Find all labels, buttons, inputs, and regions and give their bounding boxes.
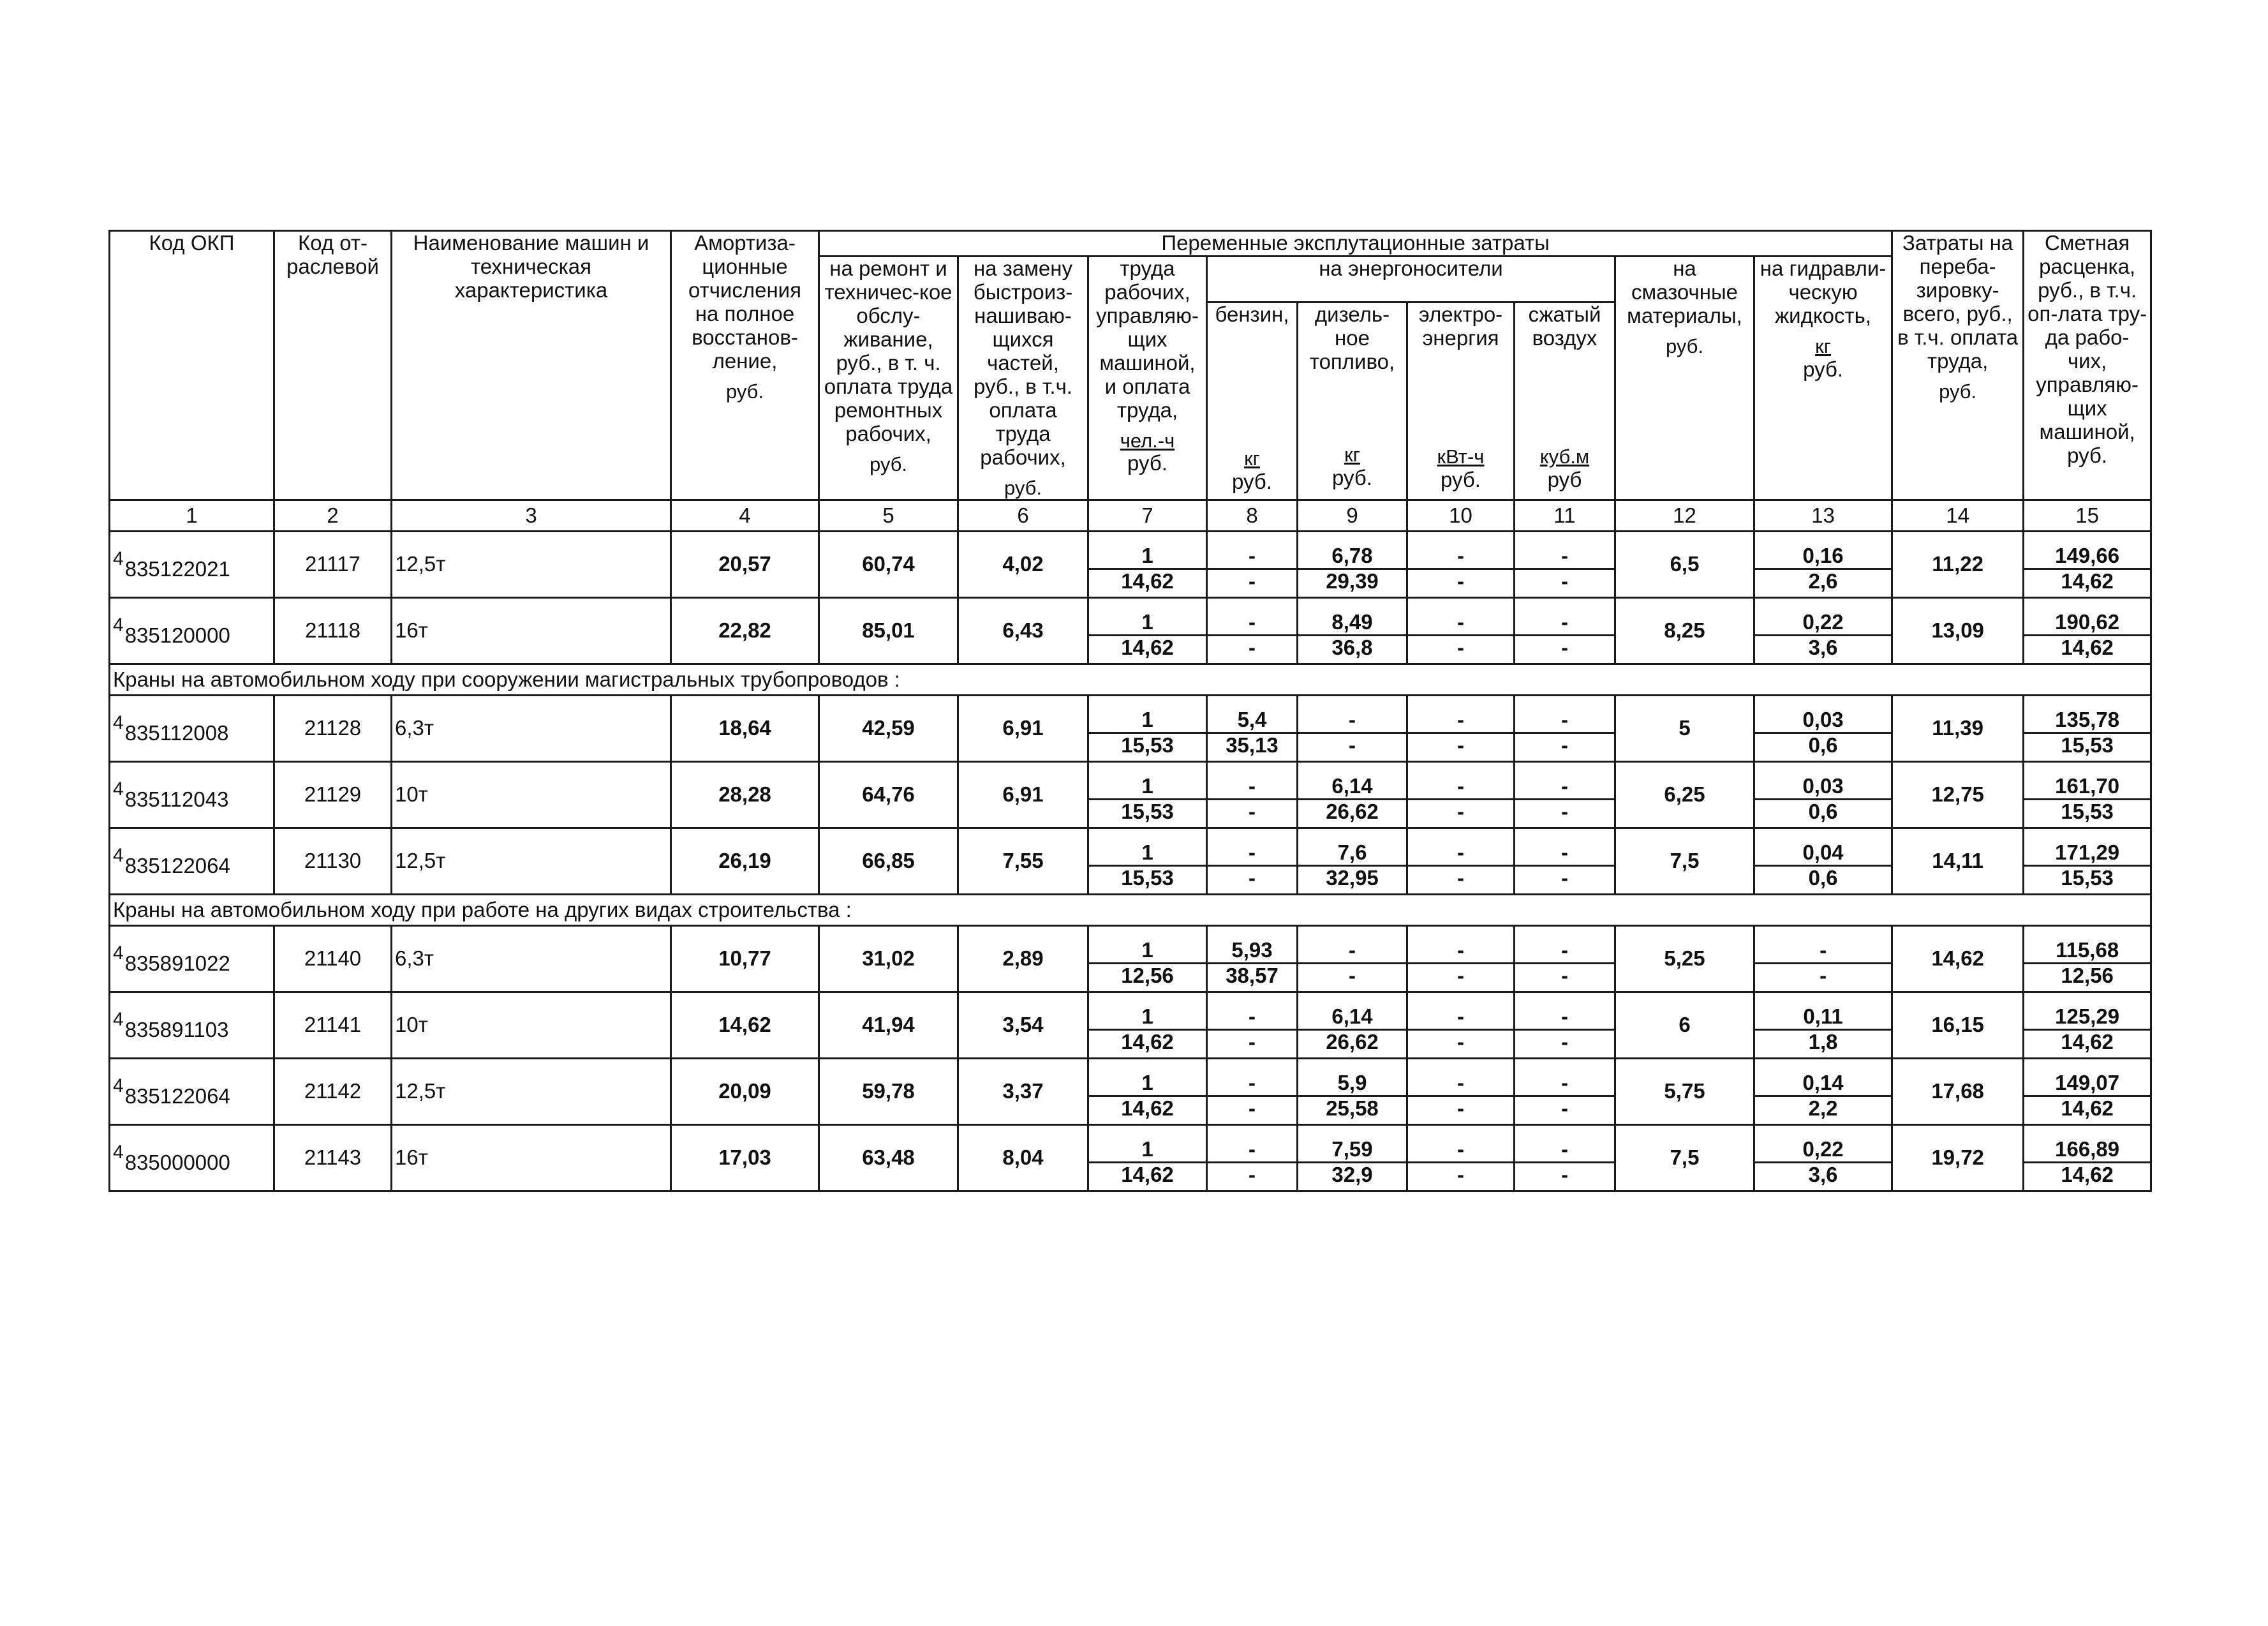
- branch-code: 21129: [274, 762, 392, 828]
- labor-hours: 1: [1088, 926, 1207, 964]
- parts-value: 3,37: [958, 1059, 1088, 1125]
- header-parts-unit: руб.: [1004, 476, 1042, 499]
- hydraulic-rub: 3,6: [1754, 1163, 1892, 1191]
- table-row: [110, 762, 2151, 800]
- estimate-labor-rub: 14,62: [2024, 636, 2151, 664]
- air-volume: -: [1515, 696, 1615, 733]
- diesel-rub: 26,62: [1298, 1030, 1407, 1059]
- parts-value: 2,89: [958, 926, 1088, 992]
- petrol-kg: -: [1207, 992, 1298, 1030]
- okp-code: 835122064: [124, 853, 230, 877]
- header-operator-labor: труда рабочих, управляю-щих машиной, и оплата труда, чел.-ч руб.: [1088, 256, 1207, 500]
- header-lubricants: на смазочные материалы, руб.: [1615, 256, 1754, 500]
- amortization-value: 10,77: [671, 926, 819, 992]
- okp-code-cell: [110, 696, 274, 762]
- handwritten-mark: 4: [113, 1141, 124, 1163]
- estimate-value: 149,66: [2024, 532, 2151, 569]
- section-title: Краны на автомобильном ходу при работе на других видах строительства :: [110, 895, 2151, 926]
- repair-value: 31,02: [819, 926, 958, 992]
- estimate-value: 161,70: [2024, 762, 2151, 800]
- estimate-labor-rub: 14,62: [2024, 1030, 2151, 1059]
- header-hydraulic-unit-kg: кг: [1815, 334, 1831, 357]
- estimate-labor-rub: 14,62: [2024, 1163, 2151, 1191]
- electricity-kwh: -: [1407, 1125, 1515, 1163]
- amortization-value: 14,62: [671, 992, 819, 1059]
- air-rub: -: [1515, 866, 1615, 895]
- table-row: [110, 992, 2151, 1030]
- petrol-kg: -: [1207, 598, 1298, 636]
- estimate-labor-rub: 15,53: [2024, 733, 2151, 762]
- transport-value: 14,62: [1892, 926, 2024, 992]
- parts-value: 8,04: [958, 1125, 1088, 1191]
- petrol-kg: -: [1207, 532, 1298, 569]
- hydraulic-rub: 0,6: [1754, 866, 1892, 895]
- repair-value: 41,94: [819, 992, 958, 1059]
- header-row-1: [110, 231, 2151, 257]
- hydraulic-kg: 0,16: [1754, 532, 1892, 569]
- labor-rub: 14,62: [1088, 636, 1207, 664]
- header-repair-unit: руб.: [869, 452, 908, 475]
- electricity-kwh: -: [1407, 762, 1515, 800]
- machine-capacity: 6,3т: [392, 696, 671, 762]
- machine-capacity: 12,5т: [392, 532, 671, 598]
- transport-value: 13,09: [1892, 598, 2024, 664]
- estimate-value: 115,68: [2024, 926, 2151, 964]
- lubricants-value: 8,25: [1615, 598, 1754, 664]
- lubricants-value: 7,5: [1615, 1125, 1754, 1191]
- air-rub: -: [1515, 733, 1615, 762]
- okp-code: 835000000: [124, 1150, 230, 1174]
- labor-rub: 14,62: [1088, 1030, 1207, 1059]
- column-number: 6: [958, 500, 1088, 532]
- electricity-rub: -: [1407, 1096, 1515, 1125]
- repair-value: 59,78: [819, 1059, 958, 1125]
- transport-value: 11,22: [1892, 532, 2024, 598]
- header-hydraulic-fluid: на гидравли-ческую жидкость, кг руб.: [1754, 256, 1892, 500]
- petrol-kg: 5,4: [1207, 696, 1298, 733]
- header-amortization-unit: руб.: [725, 380, 764, 403]
- amortization-value: 20,57: [671, 532, 819, 598]
- header-hydraulic-unit-rub: руб.: [1803, 357, 1844, 381]
- machine-cost-table: [108, 230, 2152, 1192]
- column-number: 14: [1892, 500, 2024, 532]
- electricity-rub: -: [1407, 733, 1515, 762]
- air-volume: -: [1515, 598, 1615, 636]
- branch-code: 21142: [274, 1059, 392, 1125]
- branch-code: 21141: [274, 992, 392, 1059]
- okp-code-cell: [110, 992, 274, 1059]
- lubricants-value: 6: [1615, 992, 1754, 1059]
- petrol-rub: 35,13: [1207, 733, 1298, 762]
- labor-hours: 1: [1088, 762, 1207, 800]
- handwritten-mark: 4: [113, 942, 124, 964]
- section-row: [110, 895, 2151, 926]
- header-lubricants-unit: руб.: [1665, 334, 1704, 357]
- branch-code: 21118: [274, 598, 392, 664]
- parts-value: 6,91: [958, 696, 1088, 762]
- hydraulic-rub: 0,6: [1754, 800, 1892, 828]
- machine-capacity: 16т: [392, 598, 671, 664]
- diesel-rub: 32,95: [1298, 866, 1407, 895]
- labor-hours: 1: [1088, 598, 1207, 636]
- air-rub: -: [1515, 569, 1615, 598]
- estimate-value: 125,29: [2024, 992, 2151, 1030]
- header-energy: на энергоносители: [1207, 256, 1615, 302]
- parts-value: 6,91: [958, 762, 1088, 828]
- header-labor-unit-hours: чел.-ч: [1120, 429, 1175, 452]
- petrol-kg: 5,93: [1207, 926, 1298, 964]
- header-okp-code: Код ОКП: [110, 231, 274, 500]
- labor-hours: 1: [1088, 532, 1207, 569]
- handwritten-mark: 4: [113, 1008, 124, 1030]
- parts-value: 7,55: [958, 828, 1088, 895]
- table-row: [110, 1125, 2151, 1163]
- labor-rub: 15,53: [1088, 733, 1207, 762]
- okp-code-cell: [110, 828, 274, 895]
- column-number: 9: [1298, 500, 1407, 532]
- estimate-labor-rub: 14,62: [2024, 569, 2151, 598]
- transport-value: 11,39: [1892, 696, 2024, 762]
- electricity-rub: -: [1407, 1163, 1515, 1191]
- transport-value: 12,75: [1892, 762, 2024, 828]
- table-row: [110, 598, 2151, 636]
- header-labor-unit-rub: руб.: [1127, 451, 1167, 475]
- column-number: 1: [110, 500, 274, 532]
- header-diesel: дизель-ное топливо, кг руб.: [1298, 302, 1407, 500]
- branch-code: 21117: [274, 532, 392, 598]
- column-number: 11: [1515, 500, 1615, 532]
- hydraulic-kg: 0,03: [1754, 696, 1892, 733]
- estimate-value: 149,07: [2024, 1059, 2151, 1096]
- hydraulic-kg: 0,14: [1754, 1059, 1892, 1096]
- branch-code: 21143: [274, 1125, 392, 1191]
- handwritten-mark: 4: [113, 778, 124, 800]
- lubricants-value: 5: [1615, 696, 1754, 762]
- header-electricity: электро-энергия кВт-ч руб.: [1407, 302, 1515, 500]
- header-estimate-rate: Сметная расценка, руб., в т.ч. оп-лата тру-да рабо-чих, управляю-щих машиной, руб.: [2024, 231, 2151, 500]
- transport-value: 19,72: [1892, 1125, 2024, 1191]
- estimate-labor-rub: 14,62: [2024, 1096, 2151, 1125]
- parts-value: 4,02: [958, 532, 1088, 598]
- machine-capacity: 12,5т: [392, 1059, 671, 1125]
- handwritten-mark: 4: [113, 1075, 124, 1096]
- diesel-kg: 5,9: [1298, 1059, 1407, 1096]
- estimate-value: 171,29: [2024, 828, 2151, 866]
- okp-code: 835122064: [124, 1084, 230, 1108]
- column-number: 8: [1207, 500, 1298, 532]
- air-volume: -: [1515, 926, 1615, 964]
- column-number: 7: [1088, 500, 1207, 532]
- branch-code: 21128: [274, 696, 392, 762]
- handwritten-mark: 4: [113, 844, 124, 866]
- column-number: 13: [1754, 500, 1892, 532]
- diesel-kg: 6,14: [1298, 992, 1407, 1030]
- petrol-kg: -: [1207, 1125, 1298, 1163]
- okp-code-cell: [110, 762, 274, 828]
- okp-code-cell: [110, 598, 274, 664]
- petrol-rub: 38,57: [1207, 964, 1298, 992]
- header-parts-replacement: на замену быстроиз-нашиваю-щихся частей, руб., в т.ч. оплата труда рабочих, руб.: [958, 256, 1088, 500]
- header-air-unit: куб.м: [1539, 445, 1590, 468]
- parts-value: 3,54: [958, 992, 1088, 1059]
- okp-code: 835122021: [124, 556, 230, 581]
- labor-hours: 1: [1088, 1125, 1207, 1163]
- table-row: [110, 696, 2151, 733]
- header-transport-costs: Затраты на переба-зировку-всего, руб., в т.ч. оплата труда, руб.: [1892, 231, 2024, 500]
- hydraulic-rub: 3,6: [1754, 636, 1892, 664]
- electricity-kwh: -: [1407, 598, 1515, 636]
- repair-value: 64,76: [819, 762, 958, 828]
- transport-value: 17,68: [1892, 1059, 2024, 1125]
- petrol-rub: -: [1207, 1163, 1298, 1191]
- table-row: [110, 828, 2151, 866]
- estimate-labor-rub: 15,53: [2024, 866, 2151, 895]
- lubricants-value: 6,25: [1615, 762, 1754, 828]
- header-repair: на ремонт и техничес-кое обслу-живание, руб., в т. ч. оплата труда ремонтных рабочих, руб.: [819, 256, 958, 500]
- table-row: [110, 926, 2151, 964]
- header-amortization: Амортиза-ционные отчисления на полное восстанов-ление, руб.: [671, 231, 819, 500]
- header-electricity-unit-rub: руб.: [1441, 467, 1481, 491]
- diesel-rub: -: [1298, 733, 1407, 762]
- machine-capacity: 10т: [392, 992, 671, 1059]
- petrol-rub: -: [1207, 569, 1298, 598]
- labor-hours: 1: [1088, 828, 1207, 866]
- petrol-rub: -: [1207, 636, 1298, 664]
- petrol-kg: -: [1207, 1059, 1298, 1096]
- diesel-kg: -: [1298, 696, 1407, 733]
- amortization-value: 20,09: [671, 1059, 819, 1125]
- estimate-value: 190,62: [2024, 598, 2151, 636]
- electricity-kwh: -: [1407, 532, 1515, 569]
- branch-code: 21140: [274, 926, 392, 992]
- header-petrol-unit-kg: кг: [1244, 447, 1260, 470]
- hydraulic-rub: -: [1754, 964, 1892, 992]
- okp-code-cell: [110, 532, 274, 598]
- column-number-row: [110, 500, 2151, 532]
- handwritten-mark: 4: [113, 614, 124, 636]
- header-petrol: бензин, кг руб.: [1207, 302, 1298, 500]
- air-rub: -: [1515, 1030, 1615, 1059]
- hydraulic-rub: 2,6: [1754, 569, 1892, 598]
- diesel-kg: 7,6: [1298, 828, 1407, 866]
- labor-rub: 14,62: [1088, 569, 1207, 598]
- electricity-rub: -: [1407, 866, 1515, 895]
- electricity-kwh: -: [1407, 696, 1515, 733]
- diesel-kg: 8,49: [1298, 598, 1407, 636]
- air-volume: -: [1515, 1059, 1615, 1096]
- parts-value: 6,43: [958, 598, 1088, 664]
- column-number: 12: [1615, 500, 1754, 532]
- hydraulic-rub: 1,8: [1754, 1030, 1892, 1059]
- header-petrol-unit-rub: руб.: [1232, 469, 1272, 493]
- electricity-kwh: -: [1407, 926, 1515, 964]
- petrol-kg: -: [1207, 828, 1298, 866]
- petrol-rub: -: [1207, 866, 1298, 895]
- estimate-value: 166,89: [2024, 1125, 2151, 1163]
- electricity-rub: -: [1407, 800, 1515, 828]
- labor-rub: 12,56: [1088, 964, 1207, 992]
- labor-hours: 1: [1088, 992, 1207, 1030]
- okp-code: 835112008: [124, 720, 229, 745]
- header-variable-costs: Переменные эксплутационные затраты: [819, 231, 1892, 257]
- branch-code: 21130: [274, 828, 392, 895]
- repair-value: 63,48: [819, 1125, 958, 1191]
- diesel-kg: 6,14: [1298, 762, 1407, 800]
- machine-capacity: 10т: [392, 762, 671, 828]
- header-compressed-air: сжатый воздух куб.м руб: [1515, 302, 1615, 500]
- header-air-unit-rub: руб: [1547, 467, 1582, 491]
- labor-rub: 15,53: [1088, 866, 1207, 895]
- header-machine-name: Наименование машин и техническая характеристика: [392, 231, 671, 500]
- handwritten-mark: 4: [113, 712, 124, 733]
- table-row: [110, 532, 2151, 569]
- column-number: 5: [819, 500, 958, 532]
- hydraulic-kg: -: [1754, 926, 1892, 964]
- air-volume: -: [1515, 828, 1615, 866]
- hydraulic-kg: 0,04: [1754, 828, 1892, 866]
- lubricants-value: 5,25: [1615, 926, 1754, 992]
- column-number: 10: [1407, 500, 1515, 532]
- hydraulic-rub: 2,2: [1754, 1096, 1892, 1125]
- lubricants-value: 5,75: [1615, 1059, 1754, 1125]
- labor-rub: 14,62: [1088, 1163, 1207, 1191]
- air-rub: -: [1515, 636, 1615, 664]
- column-number: 15: [2024, 500, 2151, 532]
- air-rub: -: [1515, 1163, 1615, 1191]
- estimate-value: 135,78: [2024, 696, 2151, 733]
- diesel-rub: 29,39: [1298, 569, 1407, 598]
- repair-value: 85,01: [819, 598, 958, 664]
- estimate-labor-rub: 15,53: [2024, 800, 2151, 828]
- header-electricity-unit: кВт-ч: [1437, 445, 1485, 468]
- electricity-rub: -: [1407, 964, 1515, 992]
- okp-code: 835891022: [124, 951, 230, 975]
- electricity-kwh: -: [1407, 828, 1515, 866]
- repair-value: 42,59: [819, 696, 958, 762]
- amortization-value: 28,28: [671, 762, 819, 828]
- electricity-kwh: -: [1407, 992, 1515, 1030]
- air-rub: -: [1515, 964, 1615, 992]
- air-rub: -: [1515, 1096, 1615, 1125]
- hydraulic-kg: 0,22: [1754, 1125, 1892, 1163]
- table-row: [110, 1059, 2151, 1096]
- hydraulic-kg: 0,03: [1754, 762, 1892, 800]
- okp-code: 835112043: [124, 787, 229, 811]
- machine-capacity: 6,3т: [392, 926, 671, 992]
- section-row: [110, 664, 2151, 696]
- air-volume: -: [1515, 532, 1615, 569]
- diesel-rub: 26,62: [1298, 800, 1407, 828]
- okp-code: 835891103: [124, 1017, 229, 1041]
- column-number: 3: [392, 500, 671, 532]
- electricity-rub: -: [1407, 1030, 1515, 1059]
- hydraulic-kg: 0,11: [1754, 992, 1892, 1030]
- petrol-rub: -: [1207, 1030, 1298, 1059]
- okp-code-cell: [110, 1125, 274, 1191]
- header-branch-code: Код от-раслевой: [274, 231, 392, 500]
- amortization-value: 17,03: [671, 1125, 819, 1191]
- petrol-rub: -: [1207, 800, 1298, 828]
- diesel-kg: -: [1298, 926, 1407, 964]
- transport-value: 16,15: [1892, 992, 2024, 1059]
- header-diesel-unit-rub: руб.: [1332, 465, 1372, 489]
- electricity-rub: -: [1407, 636, 1515, 664]
- electricity-rub: -: [1407, 569, 1515, 598]
- header-transport-unit: руб.: [1939, 380, 1977, 403]
- petrol-kg: -: [1207, 762, 1298, 800]
- repair-value: 66,85: [819, 828, 958, 895]
- repair-value: 60,74: [819, 532, 958, 598]
- lubricants-value: 6,5: [1615, 532, 1754, 598]
- diesel-rub: 36,8: [1298, 636, 1407, 664]
- diesel-kg: 6,78: [1298, 532, 1407, 569]
- air-volume: -: [1515, 992, 1615, 1030]
- diesel-rub: 32,9: [1298, 1163, 1407, 1191]
- header-diesel-unit-kg: кг: [1344, 444, 1360, 466]
- amortization-value: 22,82: [671, 598, 819, 664]
- handwritten-mark: 4: [113, 548, 124, 569]
- okp-code-cell: [110, 1059, 274, 1125]
- column-number: 2: [274, 500, 392, 532]
- amortization-value: 18,64: [671, 696, 819, 762]
- transport-value: 14,11: [1892, 828, 2024, 895]
- labor-hours: 1: [1088, 1059, 1207, 1096]
- air-rub: -: [1515, 800, 1615, 828]
- air-volume: -: [1515, 1125, 1615, 1163]
- machine-capacity: 16т: [392, 1125, 671, 1191]
- petrol-rub: -: [1207, 1096, 1298, 1125]
- section-title: Краны на автомобильном ходу при сооружении магистральных трубопроводов :: [110, 664, 2151, 696]
- estimate-labor-rub: 12,56: [2024, 964, 2151, 992]
- column-number: 4: [671, 500, 819, 532]
- air-volume: -: [1515, 762, 1615, 800]
- labor-hours: 1: [1088, 696, 1207, 733]
- okp-code-cell: [110, 926, 274, 992]
- machine-capacity: 12,5т: [392, 828, 671, 895]
- amortization-value: 26,19: [671, 828, 819, 895]
- diesel-kg: 7,59: [1298, 1125, 1407, 1163]
- hydraulic-kg: 0,22: [1754, 598, 1892, 636]
- labor-rub: 14,62: [1088, 1096, 1207, 1125]
- okp-code: 835120000: [124, 623, 230, 647]
- diesel-rub: 25,58: [1298, 1096, 1407, 1125]
- diesel-rub: -: [1298, 964, 1407, 992]
- hydraulic-rub: 0,6: [1754, 733, 1892, 762]
- lubricants-value: 7,5: [1615, 828, 1754, 895]
- labor-rub: 15,53: [1088, 800, 1207, 828]
- electricity-kwh: -: [1407, 1059, 1515, 1096]
